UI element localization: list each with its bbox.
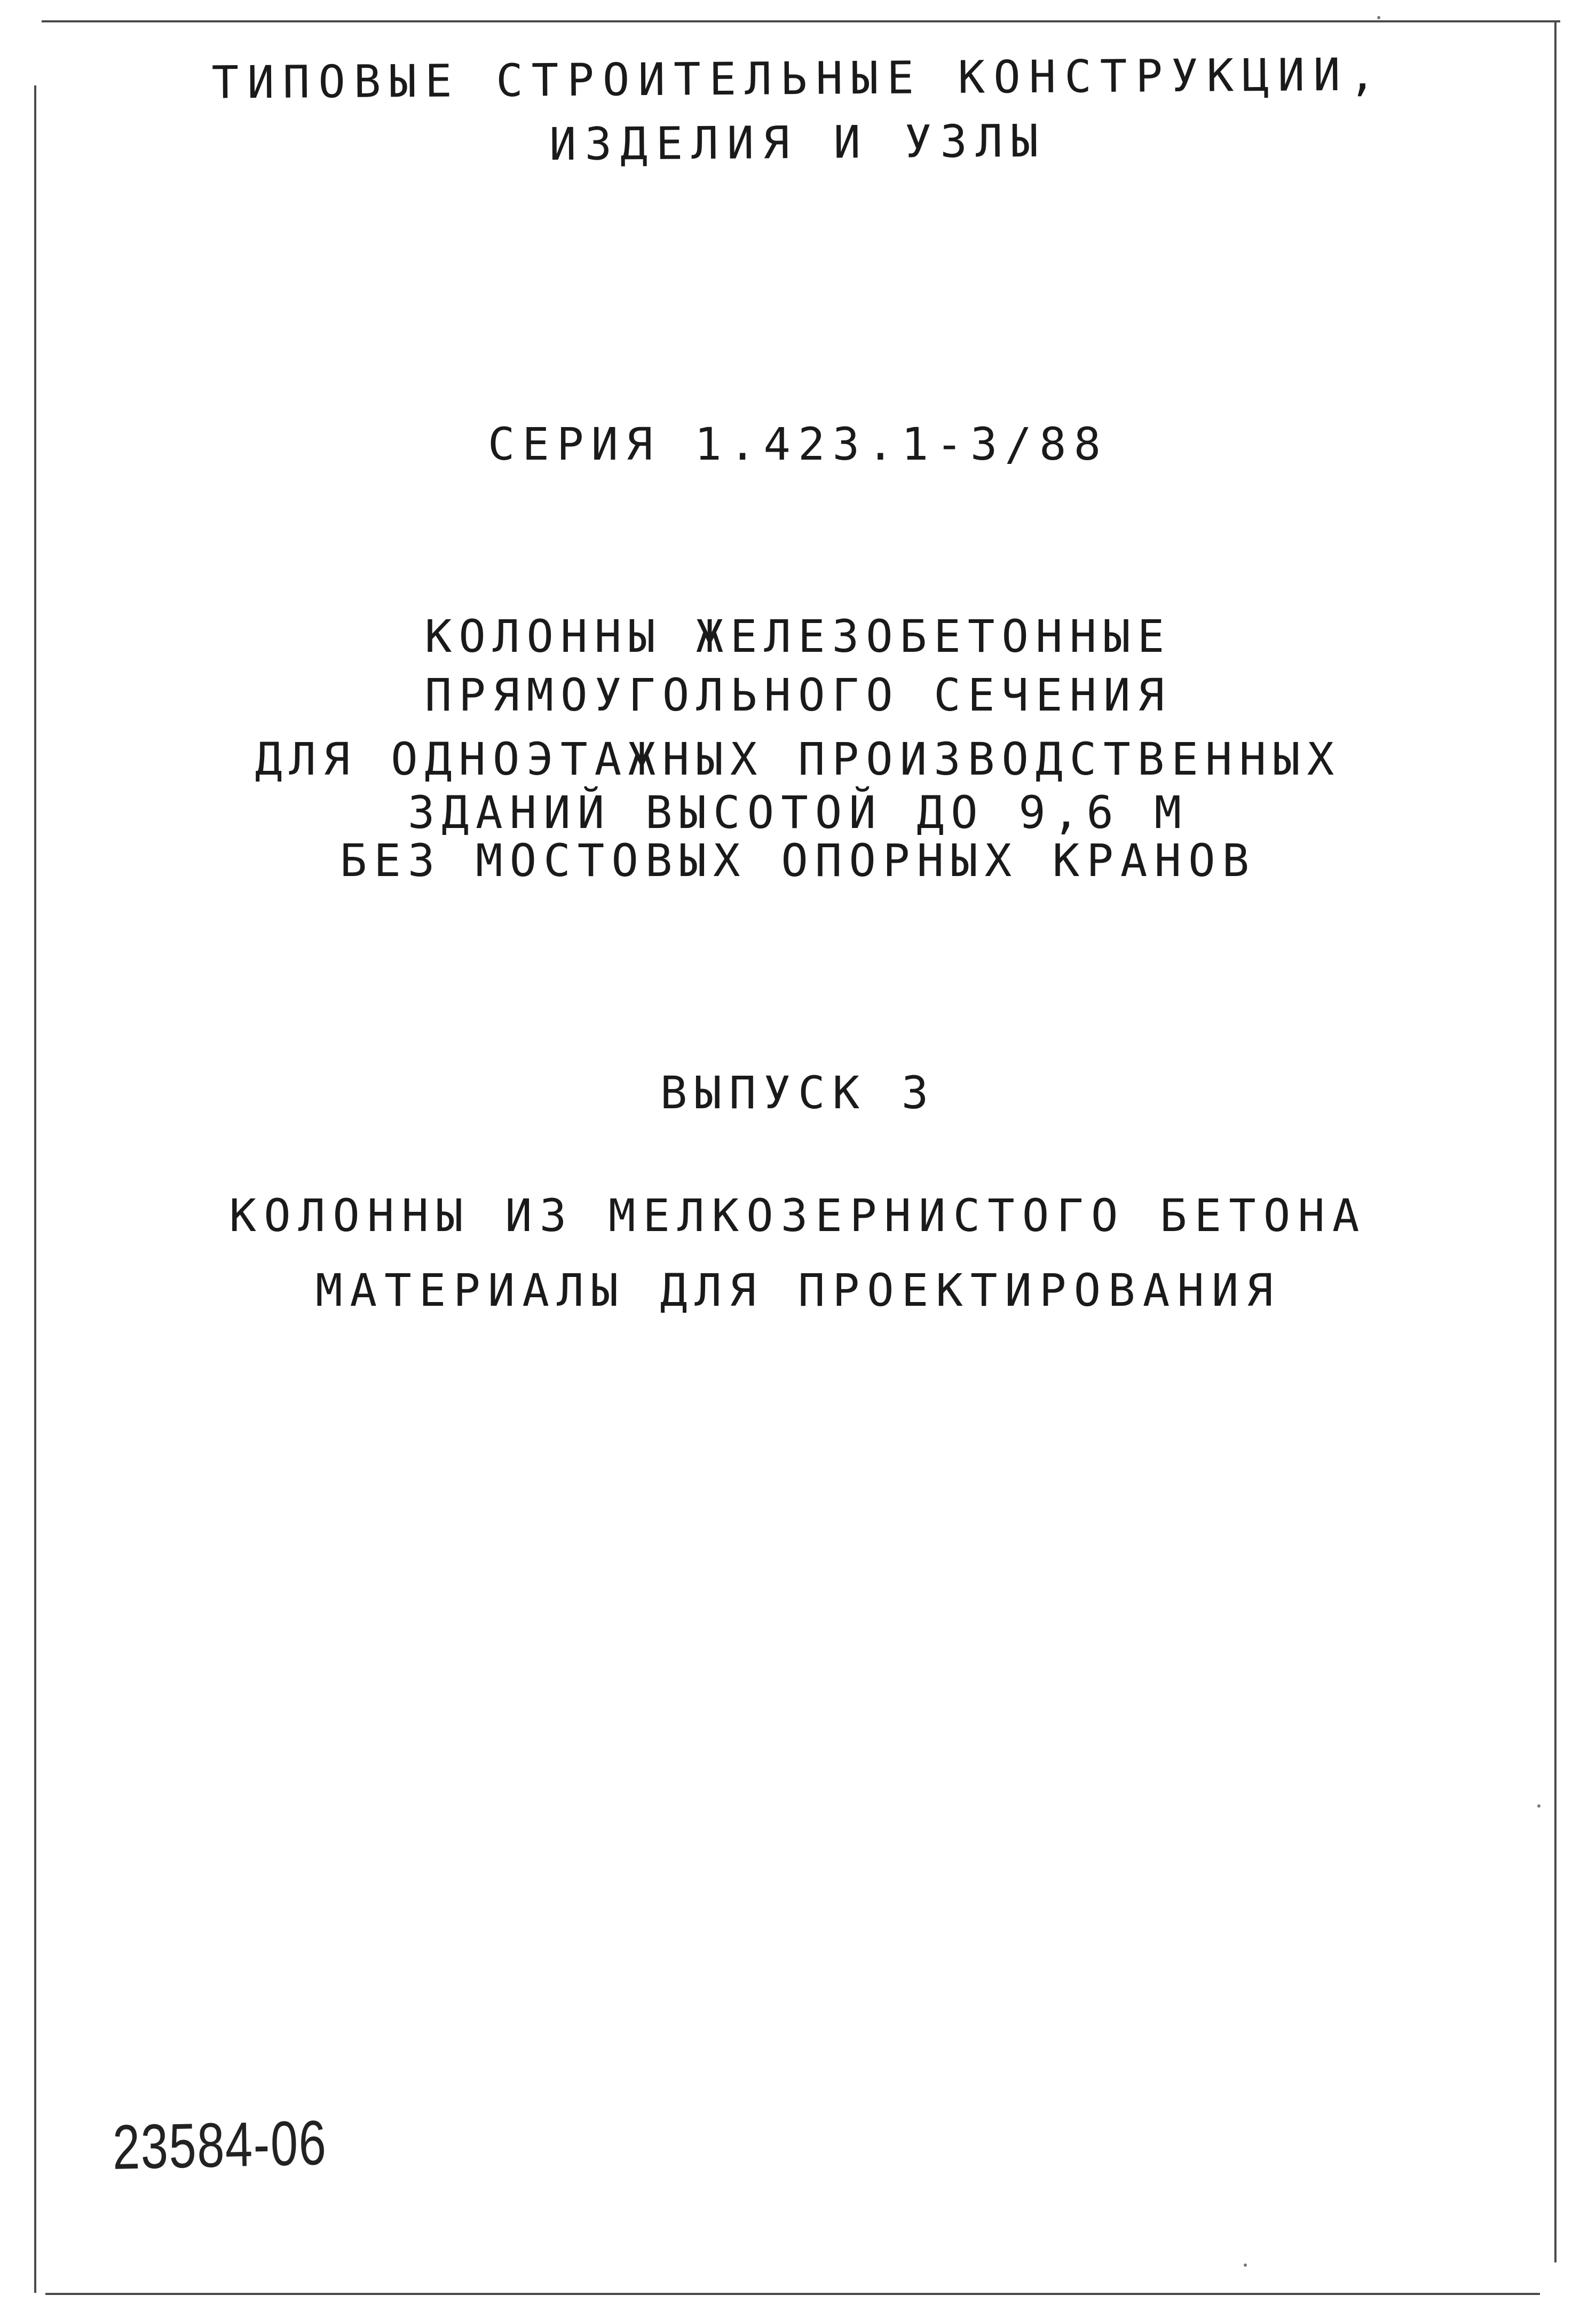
title-line-1: КОЛОННЫ ЖЕЛЕЗОБЕТОННЫЕ [424, 610, 1172, 662]
header-line-1: ТИПОВЫЕ СТРОИТЕЛЬНЫЕ КОНСТРУКЦИИ, [211, 48, 1385, 109]
inventory-number: 23584-06 [112, 2108, 328, 2183]
frame-bottom-border [45, 2293, 1540, 2295]
frame-top-border [42, 20, 1560, 22]
scan-speck [1537, 1804, 1540, 1808]
subtitle-line-1: КОЛОННЫ ИЗ МЕЛКОЗЕРНИСТОГО БЕТОНА [229, 1189, 1367, 1242]
title-line-5: БЕЗ МОСТОВЫХ ОПОРНЫХ КРАНОВ [339, 834, 1257, 887]
title-line-4: ЗДАНИЙ ВЫСОТОЙ ДО 9,6 М [407, 786, 1189, 839]
frame-left-border [34, 85, 36, 2293]
subtitle-line-2: МАТЕРИАЛЫ ДЛЯ ПРОЕКТИРОВАНИЯ [315, 1264, 1281, 1316]
title-line-2: ПРЯМОУГОЛЬНОГО СЕЧЕНИЯ [424, 669, 1172, 721]
header-line-2: ИЗДЕЛИЯ И УЗЛЫ [549, 114, 1047, 171]
series-number: СЕРИЯ 1.423.1-3/88 [487, 418, 1109, 470]
scan-speck [1244, 2263, 1247, 2267]
issue-number: ВЫПУСК 3 [660, 1067, 936, 1119]
frame-right-border [1554, 20, 1557, 2262]
title-line-3: ДЛЯ ОДНОЭТАЖНЫХ ПРОИЗВОДСТВЕННЫХ [255, 733, 1341, 785]
scan-speck [1377, 16, 1380, 19]
